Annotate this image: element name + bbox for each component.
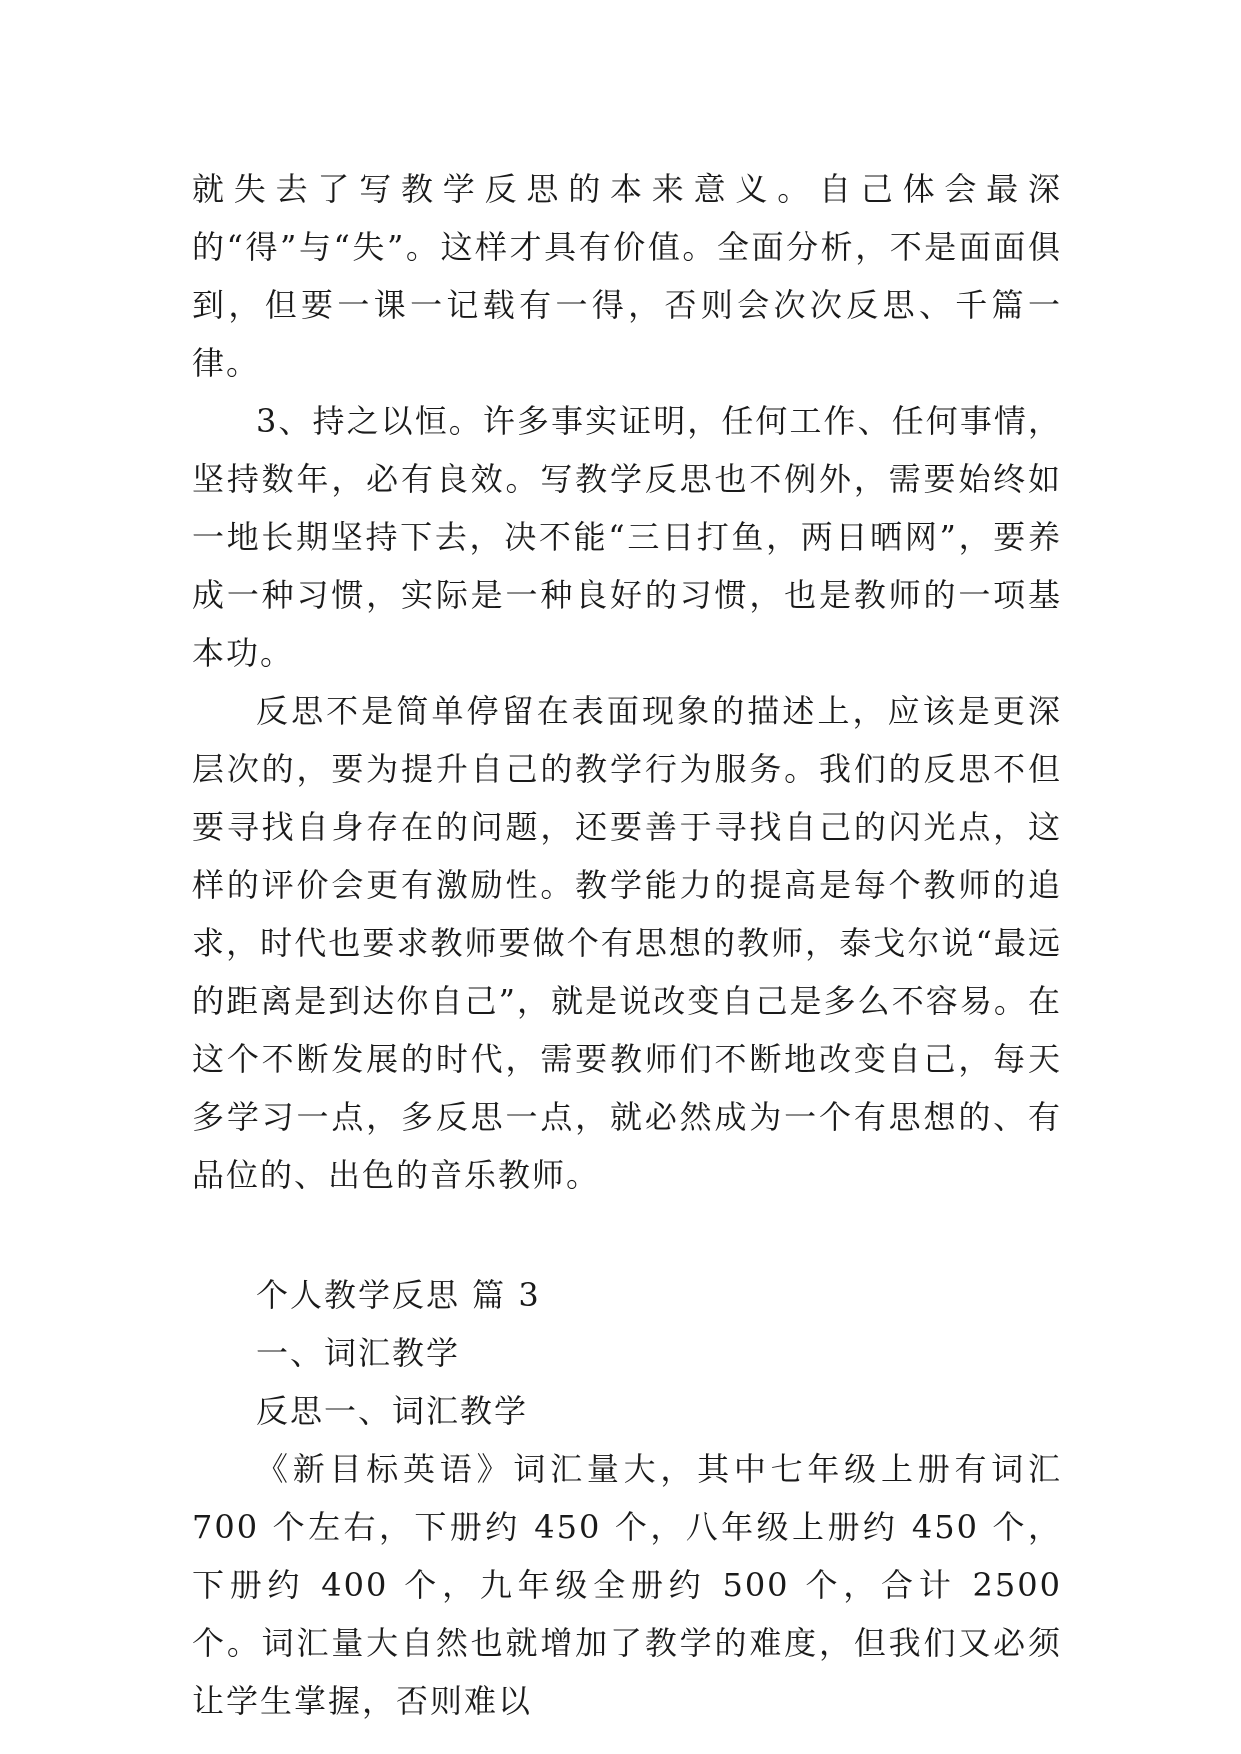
subheading-reflection-one: 反思一、词汇教学 — [256, 1392, 529, 1430]
document-body — [192, 160, 1062, 1730]
paragraph-persistence: 3、持之以恒。许多事实证明，任何工作、任何事情，坚持数年，必有良效。写教学反思也不例外，需要始终如一地长期坚持下去，决不能“三日打鱼，两日晒网”，要养成一种习惯，实际是一种良好的习惯，也是教师的一项基本功。 — [192, 402, 1062, 672]
section-spacer — [192, 1204, 1062, 1266]
section-title: 个人教学反思 篇 3 — [256, 1276, 541, 1314]
paragraph-continuation: 就失去了写教学反思的本来意义。自己体会最深的“得”与“失”。这样才具有价值。全面分析，不是面面俱到，但要一课一记载有一得，否则会次次反思、千篇一律。 — [192, 170, 1062, 382]
paragraph-reflection: 反思不是简单停留在表面现象的描述上，应该是更深层次的，要为提升自己的教学行为服务。我们的反思不但要寻找自身存在的问题，还要善于寻找自己的闪光点，这样的评价会更有激励性。教学能力的提高是每个教师的追求，时代也要求教师要做个有思想的教师，泰戈尔说“最远的距离是到达你自己”，就是说改变自己是多么不容易。在这个不断发展的时代，需要教师们不断地改变自己，每天多学习一点，多反思一点，就必然成为一个有思想的、有品位的、出色的音乐教师。 — [192, 692, 1062, 1194]
subheading-vocabulary: 一、词汇教学 — [256, 1334, 461, 1372]
paragraph-vocabulary-count: 《新目标英语》词汇量大，其中七年级上册有词汇 700 个左右，下册约 450 个，八年级上册约 450 个，下册约 400 个，九年级全册约 500 个，合计 2500 个。词汇量大自然也就增加了教学的难度，但我们又必须让学生掌握，否则难以 — [192, 1450, 1062, 1720]
